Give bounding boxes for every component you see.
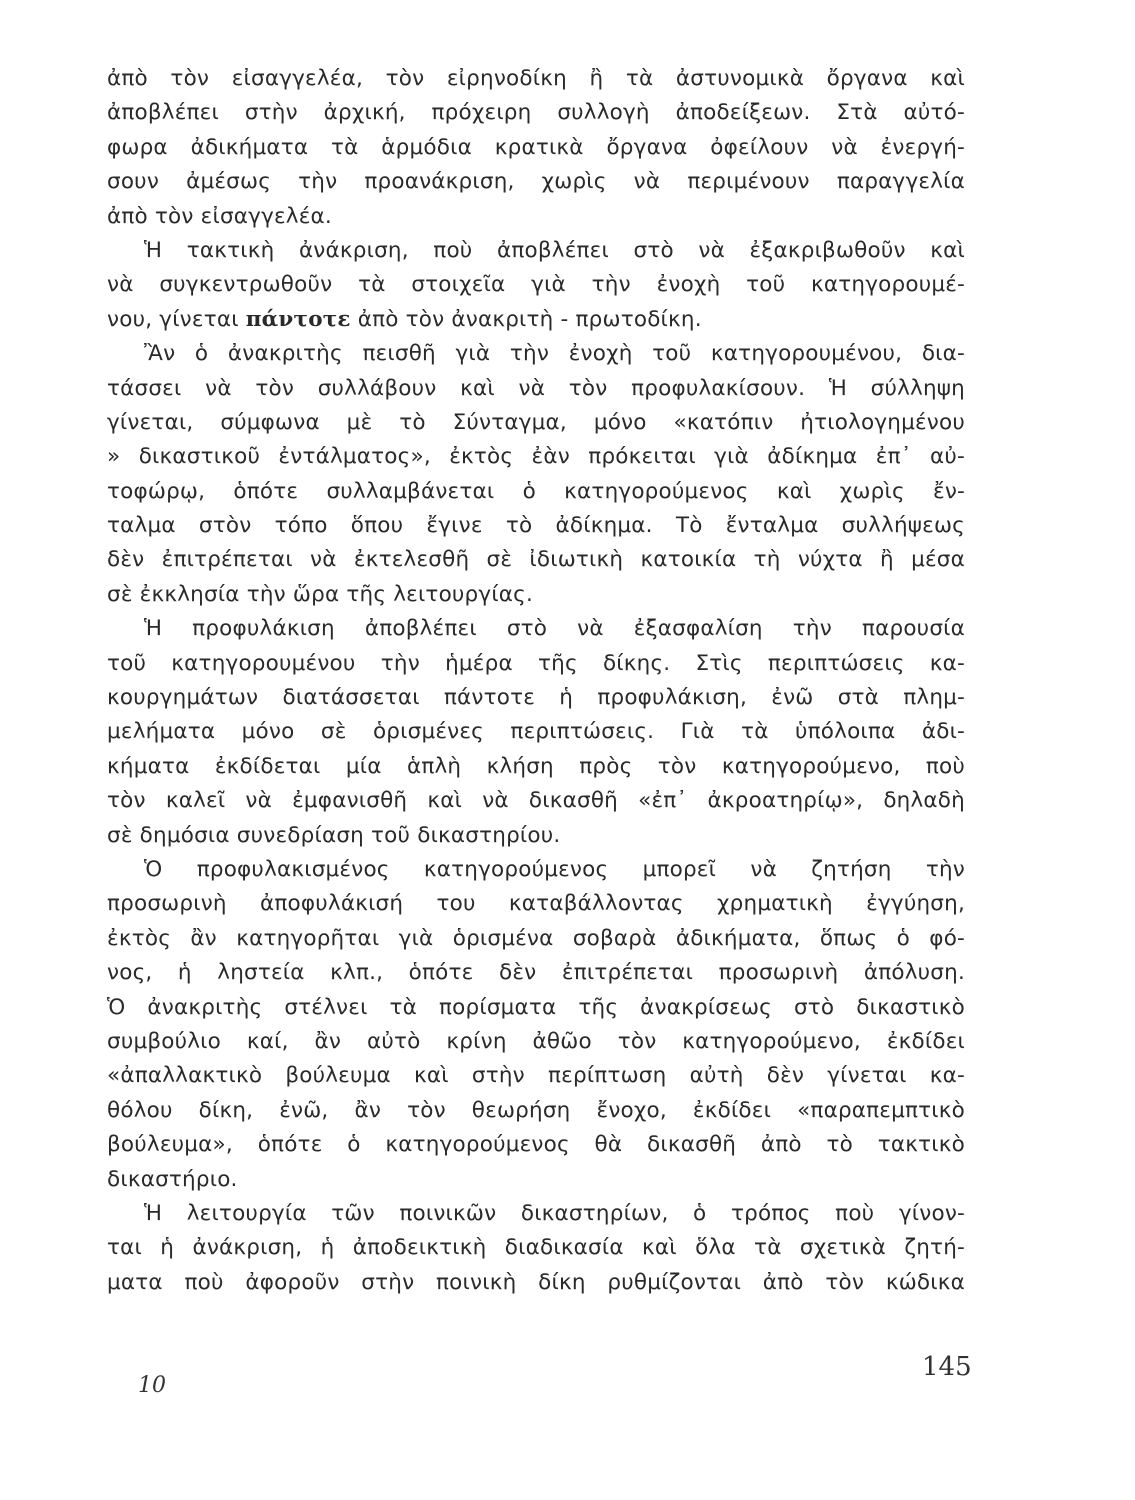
- text-run: νου, γίνεται: [107, 306, 246, 332]
- text-line: τάσσει νὰ τὸν συλλάβουν καὶ νὰ τὸν προφυλακίσουν. Ἡ σύλληψη: [107, 375, 965, 401]
- text-line: γίνεται, σύμφωνα μὲ τὸ Σύνταγμα, μόνο «κατόπιν ἠτιολογημένου: [107, 409, 965, 435]
- text-line: Ὁ ἀνακριτὴς στέλνει τὰ πορίσματα τῆς ἀνακρίσεως στὸ δικαστικὸ: [107, 994, 965, 1020]
- text-line: νος, ἡ ληστεία κλπ., ὁπότε δὲν ἐπιτρέπεται προσωρινὴ ἀπόλυση.: [107, 960, 965, 986]
- text-line: σὲ ἐκκλησία τὴν ὥρα τῆς λειτουργίας.: [107, 581, 534, 607]
- page-body-text: [107, 62, 965, 1300]
- emphasis-word: πάντοτε: [245, 306, 351, 332]
- signature-mark: 10: [138, 1373, 166, 1398]
- paragraph-first-line: Ἡ τακτικὴ ἀνάκριση, ποὺ ἀποβλέπει στὸ νὰ ἐξακριβωθοῦν καὶ: [144, 237, 965, 263]
- text-line: ματα ποὺ ἀφοροῦν στὴν ποινικὴ δίκη ρυθμίζονται ἀπὸ τὸν κώδικα: [107, 1269, 965, 1295]
- text-line: τοφώρῳ, ὁπότε συλλαμβάνεται ὁ κατηγορούμενος καὶ χωρὶς ἔν-: [107, 478, 965, 504]
- text-line: σὲ δημόσια συνεδρίαση τοῦ δικαστηρίου.: [107, 822, 561, 848]
- text-line: θόλου δίκη, ἐνῶ, ἂν τὸν θεωρήση ἔνοχο, ἐκδίδει «παραπεμπτικὸ: [107, 1097, 965, 1123]
- text-line: ται ἡ ἀνάκριση, ἡ ἀποδεικτικὴ διαδικασία καὶ ὅλα τὰ σχετικὰ ζητή-: [107, 1235, 965, 1261]
- text-run: ἀπὸ τὸν ἀνακριτὴ - πρωτοδίκη.: [350, 306, 702, 332]
- text-line: ἀπὸ τὸν εἰσαγγελέα, τὸν εἰρηνοδίκη ἢ τὰ ἀστυνομικὰ ὄργανα καὶ: [107, 66, 965, 91]
- text-line: «ἀπαλλακτικὸ βούλευμα καὶ στὴν περίπτωση αὐτὴ δὲν γίνεται κα-: [107, 1063, 965, 1089]
- text-line: ταλμα στὸν τόπο ὅπου ἔγινε τὸ ἀδίκημα. Τὸ ἔνταλμα συλλήψεως: [107, 513, 965, 539]
- page-number: 145: [922, 1352, 972, 1382]
- text-line: βούλευμα», ὁπότε ὁ κατηγορούμενος θὰ δικασθῆ ἀπὸ τὸ τακτικὸ: [107, 1132, 965, 1158]
- text-line: ἐκτὸς ἂν κατηγορῆται γιὰ ὁρισμένα σοβαρὰ ἀδικήματα, ὅπως ὁ φό-: [107, 925, 965, 951]
- text-line: κήματα ἐκδίδεται μία ἁπλὴ κλήση πρὸς τὸν κατηγορούμενο, ποὺ: [107, 753, 965, 779]
- text-line: κουργημάτων διατάσσεται πάντοτε ἡ προφυλάκιση, ἐνῶ στὰ πλημ-: [107, 685, 965, 711]
- text-line: νὰ συγκεντρωθοῦν τὰ στοιχεῖα γιὰ τὴν ἐνοχὴ τοῦ κατηγορουμέ-: [107, 272, 965, 298]
- text-line: » δικαστικοῦ ἐντάλματος», ἐκτὸς ἐὰν πρόκειται γιὰ ἀδίκημα ἐπ᾽ αὐ-: [107, 444, 965, 470]
- text-line: προσωρινὴ ἀποφυλάκισή του καταβάλλοντας χρηματικὴ ἐγγύηση,: [107, 891, 965, 917]
- paragraph-first-line: Ἡ λειτουργία τῶν ποινικῶν δικαστηρίων, ὁ τρόπος ποὺ γίνον-: [144, 1200, 965, 1226]
- paragraph-first-line: Ὁ προφυλακισμένος κατηγορούμενος μπορεῖ νὰ ζητήση τὴν: [144, 856, 965, 882]
- text-line: μελήματα μόνο σὲ ὁρισμένες περιπτώσεις. Γιὰ τὰ ὑπόλοιπα ἀδι-: [107, 719, 965, 745]
- text-line: τοῦ κατηγορουμένου τὴν ἡμέρα τῆς δίκης. Στὶς περιπτώσεις κα-: [107, 650, 965, 676]
- text-line: ἀπὸ τὸν εἰσαγγελέα.: [107, 203, 332, 229]
- text-line: δικαστήριο.: [107, 1166, 238, 1192]
- paragraph-first-line: Ἂν ὁ ἀνακριτὴς πεισθῆ γιὰ τὴν ἐνοχὴ τοῦ κατηγορουμένου, δια-: [144, 341, 965, 367]
- text-line: σουν ἀμέσως τὴν προανάκριση, χωρὶς νὰ περιμένουν παραγγελία: [107, 169, 965, 195]
- text-line: φωρα ἀδικήματα τὰ ἁρμόδια κρατικὰ ὄργανα ὀφείλουν νὰ ἐνεργή-: [107, 134, 965, 160]
- paragraph-first-line: Ἡ προφυλάκιση ἀποβλέπει στὸ νὰ ἐξασφαλίση τὴν παρουσία: [144, 616, 965, 642]
- text-line: τὸν καλεῖ νὰ ἐμφανισθῆ καὶ νὰ δικασθῆ «ἐπ᾽ ἀκροατηρίῳ», δηλαδὴ: [107, 788, 965, 814]
- text-line: [107, 303, 965, 337]
- text-line: δὲν ἐπιτρέπεται νὰ ἐκτελεσθῆ σὲ ἰδιωτικὴ κατοικία τὴ νύχτα ἢ μέσα: [107, 547, 965, 573]
- text-line: συμβούλιο καί, ἂν αὐτὸ κρίνη ἀθῶο τὸν κατηγορούμενο, ἐκδίδει: [107, 1028, 965, 1054]
- text-line: ἀποβλέπει στὴν ἀρχική, πρόχειρη συλλογὴ ἀποδείξεων. Στὰ αὐτό-: [107, 100, 965, 126]
